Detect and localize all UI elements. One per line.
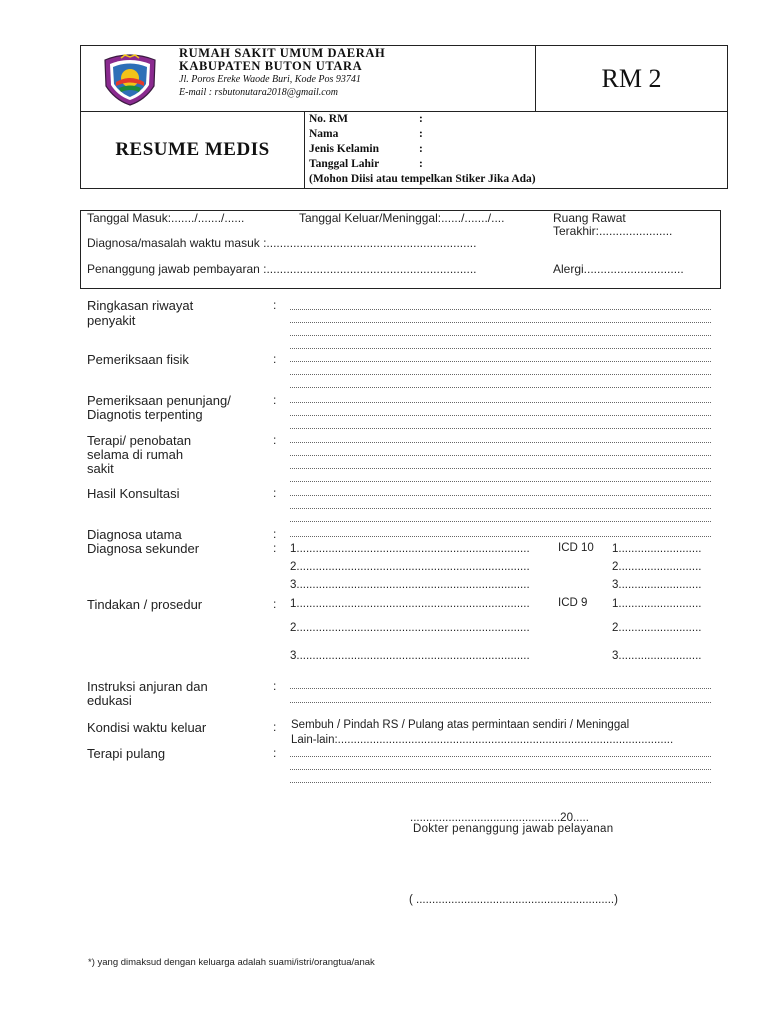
colon: : [273, 527, 277, 541]
instruction-entry-line[interactable] [290, 688, 711, 690]
secondary-diagnosis-1[interactable]: 1......................................................................... [290, 543, 530, 555]
main-diagnosis-entry-line[interactable] [290, 536, 711, 538]
form-header [80, 45, 728, 189]
patient-field-gender[interactable] [309, 142, 709, 157]
icd10-code-1[interactable]: 1.......................... [612, 543, 702, 555]
colon: : [273, 352, 277, 366]
icd9-label: ICD 9 [558, 597, 588, 609]
last-ward-field[interactable]: Terakhir:...................... [553, 224, 673, 238]
icd10-code-3[interactable]: 3.......................... [612, 579, 702, 591]
history-entry-line[interactable] [290, 335, 711, 337]
discharge-date-field[interactable]: Tanggal Keluar/Meninggal:....../......./.... [299, 211, 505, 225]
therapy-entry-line[interactable] [290, 442, 711, 444]
label-history: Ringkasan riwayat [87, 298, 194, 313]
colon: : [273, 433, 277, 447]
signature-role: Dokter penanggung jawab pelayanan [413, 823, 614, 835]
sticker-note: (Mohon Diisi atau tempelkan Stiker Jika Ada) [309, 173, 536, 185]
field-colon: : [419, 128, 423, 140]
discharge-therapy-entry-line[interactable] [290, 769, 711, 771]
label-procedure: Tindakan / prosedur [87, 597, 203, 612]
signature-name-field[interactable]: ( ..............................................................) [409, 894, 618, 906]
field-label: Jenis Kelamin [309, 143, 379, 155]
colon: : [273, 298, 277, 312]
colon: : [273, 597, 277, 611]
label-supporting-exam: Pemeriksaan penunjang/ [87, 393, 231, 408]
admission-diagnosis-field[interactable]: Diagnosa/masalah waktu masuk :............................................................... [87, 236, 477, 250]
icd9-code-2[interactable]: 2.......................... [612, 622, 702, 634]
hospital-name: RUMAH SAKIT UMUM DAERAH [179, 46, 386, 60]
colon: : [273, 486, 277, 500]
secondary-diagnosis-3[interactable]: 3......................................................................... [290, 579, 530, 591]
procedure-3[interactable]: 3......................................................................... [290, 650, 530, 662]
discharge-therapy-entry-line[interactable] [290, 782, 711, 784]
consultation-entry-line[interactable] [290, 495, 711, 497]
consultation-entry-line[interactable] [290, 521, 711, 523]
colon: : [273, 679, 277, 693]
consultation-entry-line[interactable] [290, 508, 711, 510]
label-main-diagnosis: Diagnosa utama [87, 527, 182, 542]
physical-exam-entry-line[interactable] [290, 361, 711, 363]
hospital-identity [179, 47, 385, 99]
field-label: Tanggal Lahir [309, 158, 380, 170]
discharge-therapy-entry-line[interactable] [290, 756, 711, 758]
hospital-email: E-mail : rsbutonutara2018@gmail.com [179, 87, 338, 98]
payer-field[interactable]: Penanggung jawab pembayaran :............................................................... [87, 262, 477, 276]
secondary-diagnosis-2[interactable]: 2......................................................................... [290, 561, 530, 573]
footnote: *) yang dimaksud dengan keluarga adalah suami/istri/orangtua/anak [88, 957, 375, 968]
therapy-entry-line[interactable] [290, 455, 711, 457]
signature-date-field[interactable]: ...............................................20..... [410, 812, 589, 824]
patient-field-birthdate[interactable] [309, 157, 709, 172]
procedure-1[interactable]: 1......................................................................... [290, 598, 530, 610]
discharge-condition-options[interactable]: Sembuh / Pindah RS / Pulang atas permintaan sendiri / Meninggal [291, 719, 630, 731]
field-label: No. RM [309, 113, 348, 125]
label-consultation: Hasil Konsultasi [87, 486, 180, 501]
patient-field-nama[interactable] [309, 127, 709, 142]
icd9-code-3[interactable]: 3.......................... [612, 650, 702, 662]
label-therapy-2: selama di rumah [87, 447, 184, 462]
colon: : [273, 541, 277, 555]
label-discharge-therapy: Terapi pulang [87, 746, 166, 761]
patient-field-rm[interactable] [309, 112, 709, 127]
field-colon: : [419, 113, 423, 125]
label-supporting-exam-2: Diagnotis terpenting [87, 407, 203, 422]
supporting-exam-entry-line[interactable] [290, 428, 711, 430]
procedure-2[interactable]: 2......................................................................... [290, 622, 530, 634]
icd9-code-1[interactable]: 1.......................... [612, 598, 702, 610]
label-secondary-diagnosis: Diagnosa sekunder [87, 541, 200, 556]
history-entry-line[interactable] [290, 309, 711, 311]
hospital-regency: KABUPATEN BUTON UTARA [179, 59, 363, 73]
icd10-code-2[interactable]: 2.......................... [612, 561, 702, 573]
colon: : [273, 746, 277, 760]
label-therapy: Terapi/ penobatan [87, 433, 192, 448]
label-therapy-3: sakit [87, 461, 114, 476]
admission-info-box [80, 210, 721, 289]
label-instruction-2: edukasi [87, 693, 132, 708]
colon: : [273, 720, 277, 734]
field-label: Nama [309, 128, 339, 140]
label-history-2: penyakit [87, 313, 136, 328]
label-instruction: Instruksi anjuran dan [87, 679, 208, 694]
physical-exam-entry-line[interactable] [290, 387, 711, 389]
divider [304, 111, 305, 189]
label-physical-exam: Pemeriksaan fisik [87, 352, 189, 367]
admission-date-field[interactable]: Tanggal Masuk:......./......./...... [87, 211, 245, 225]
history-entry-line[interactable] [290, 322, 711, 324]
instruction-entry-line[interactable] [290, 702, 711, 704]
field-colon: : [419, 158, 423, 170]
hospital-address: Jl. Poros Ereke Waode Buri, Kode Pos 93741 [179, 74, 361, 85]
discharge-condition-other[interactable]: Lain-lain:......................................................................................................... [291, 734, 674, 746]
hospital-logo-icon [99, 52, 161, 106]
physical-exam-entry-line[interactable] [290, 374, 711, 376]
icd10-label: ICD 10 [558, 542, 594, 554]
therapy-entry-line[interactable] [290, 468, 711, 470]
ward-label: Ruang Rawat [553, 211, 626, 225]
field-colon: : [419, 143, 423, 155]
form-code: RM 2 [601, 63, 662, 93]
supporting-exam-entry-line[interactable] [290, 415, 711, 417]
history-entry-line[interactable] [290, 348, 711, 350]
label-discharge-condition: Kondisi waktu keluar [87, 720, 207, 735]
form-title: RESUME MEDIS [115, 139, 270, 160]
colon: : [273, 393, 277, 407]
patient-identity [309, 112, 709, 187]
therapy-entry-line[interactable] [290, 481, 711, 483]
allergy-field[interactable]: Alergi.............................. [553, 262, 684, 276]
supporting-exam-entry-line[interactable] [290, 402, 711, 404]
